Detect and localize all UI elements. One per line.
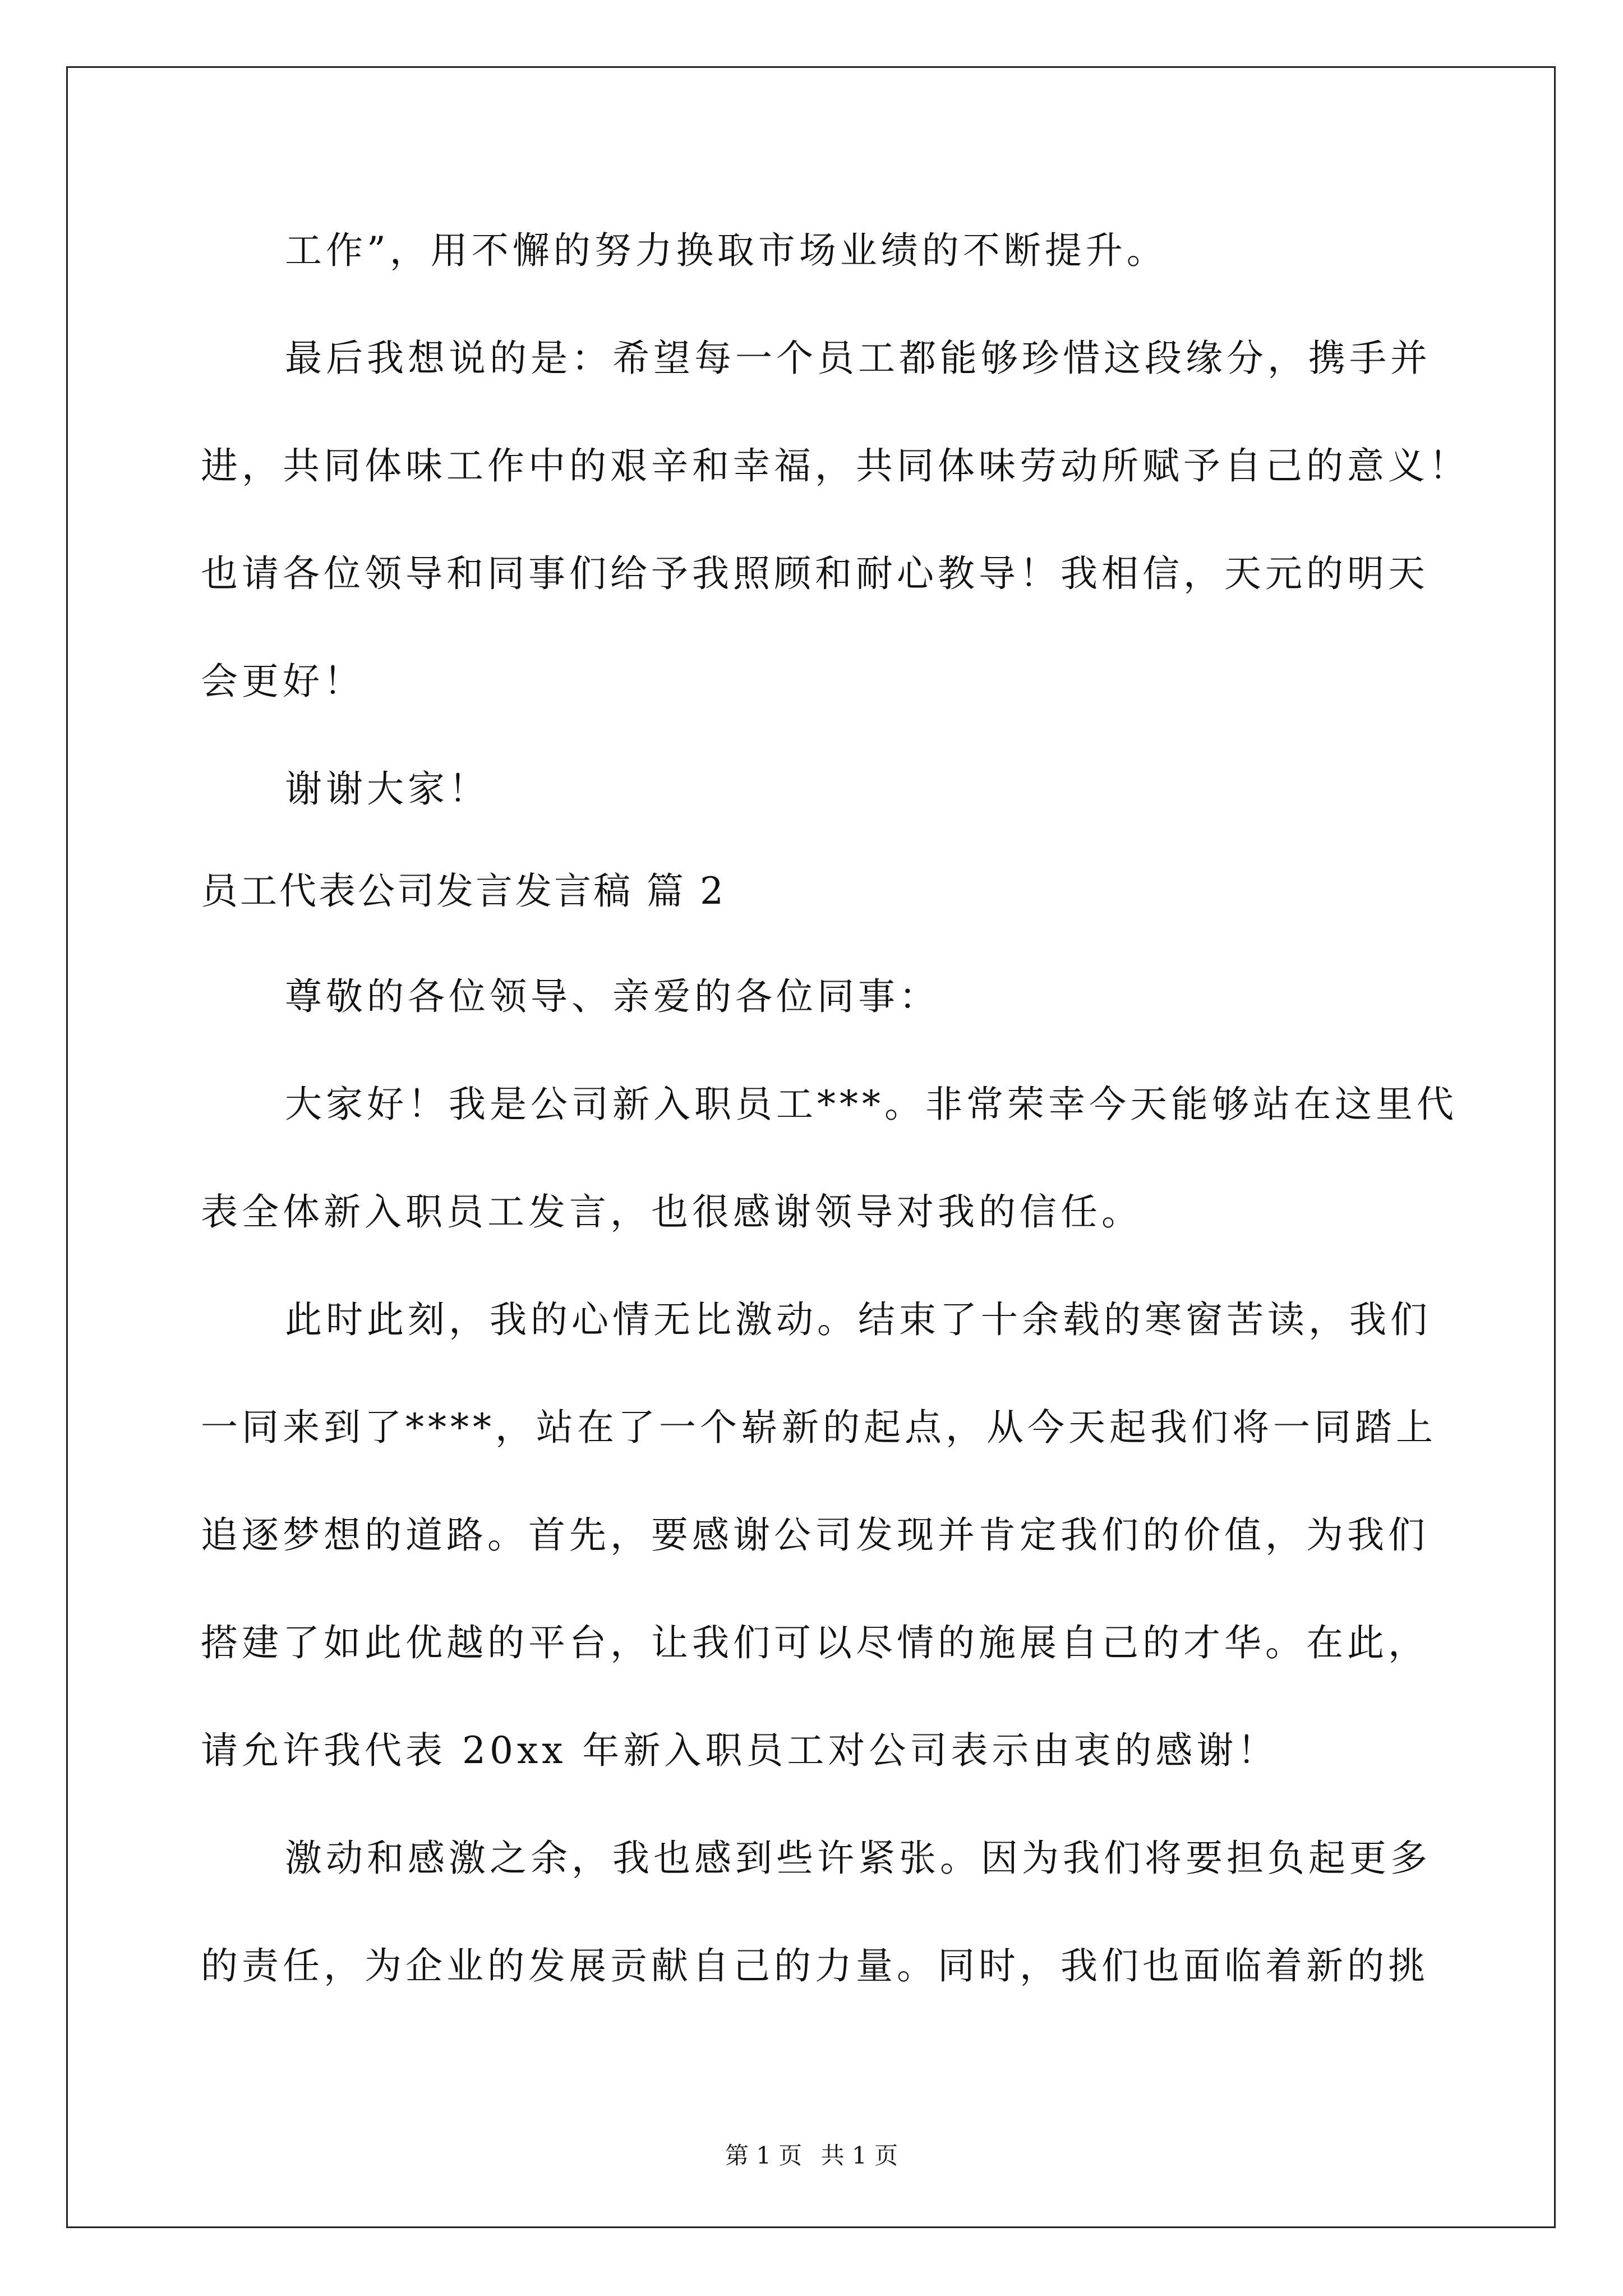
page-border (66, 66, 1556, 2228)
paragraph-line: 的责任，为企业的发展贡献自己的力量。同时，我们也面临着新的挑 (201, 1944, 1429, 1987)
page-number: 第 1 页 (725, 2142, 803, 2169)
paragraph-line: 激动和感激之余，我也感到些许紧张。因为我们将要担负起更多 (285, 1837, 1431, 1880)
paragraph-line: 会更好！ (201, 660, 365, 703)
paragraph-line: 追逐梦想的道路。首先，要感谢公司发现并肯定我们的价值，为我们 (201, 1513, 1429, 1557)
paragraph-line: 搭建了如此优越的平台，让我们可以尽情的施展自己的才华。在此， (201, 1621, 1429, 1664)
paragraph-line: 表全体新入职员工发言，也很感谢领导对我的信任。 (201, 1190, 1142, 1234)
page-footer (0, 2144, 1623, 2168)
section-heading: 员工代表公司发言发言稿 篇 2 (201, 869, 726, 913)
paragraph-line: 此时此刻，我的心情无比激动。结束了十余载的寒窗苦读，我们 (285, 1298, 1431, 1341)
paragraph-line: 请允许我代表 20xx 年新入职员工对公司表示由衷的感谢！ (201, 1729, 1279, 1772)
paragraph-line: 尊敬的各位领导、亲爱的各位同事： (285, 975, 940, 1018)
paragraph-line: 进，共同体味工作中的艰辛和幸福，共同体味劳动所赋予自己的意义！ (201, 444, 1470, 487)
paragraph-line: 工作”，用不懈的努力换取市场业绩的不断提升。 (285, 229, 1168, 272)
paragraph-line: 一同来到了****，站在了一个崭新的起点，从今天起我们将一同踏上 (201, 1406, 1437, 1449)
paragraph-line: 谢谢大家！ (285, 767, 490, 811)
paragraph-line: 大家好！我是公司新入职员工***。非常荣幸今天能够站在这里代 (285, 1083, 1458, 1126)
paragraph-line: 也请各位领导和同事们给予我照顾和耐心教导！我相信，天元的明天 (201, 552, 1429, 595)
paragraph-line: 最后我想说的是：希望每一个员工都能够珍惜这段缘分，携手并 (285, 337, 1431, 380)
page-total: 共 1 页 (820, 2142, 898, 2169)
